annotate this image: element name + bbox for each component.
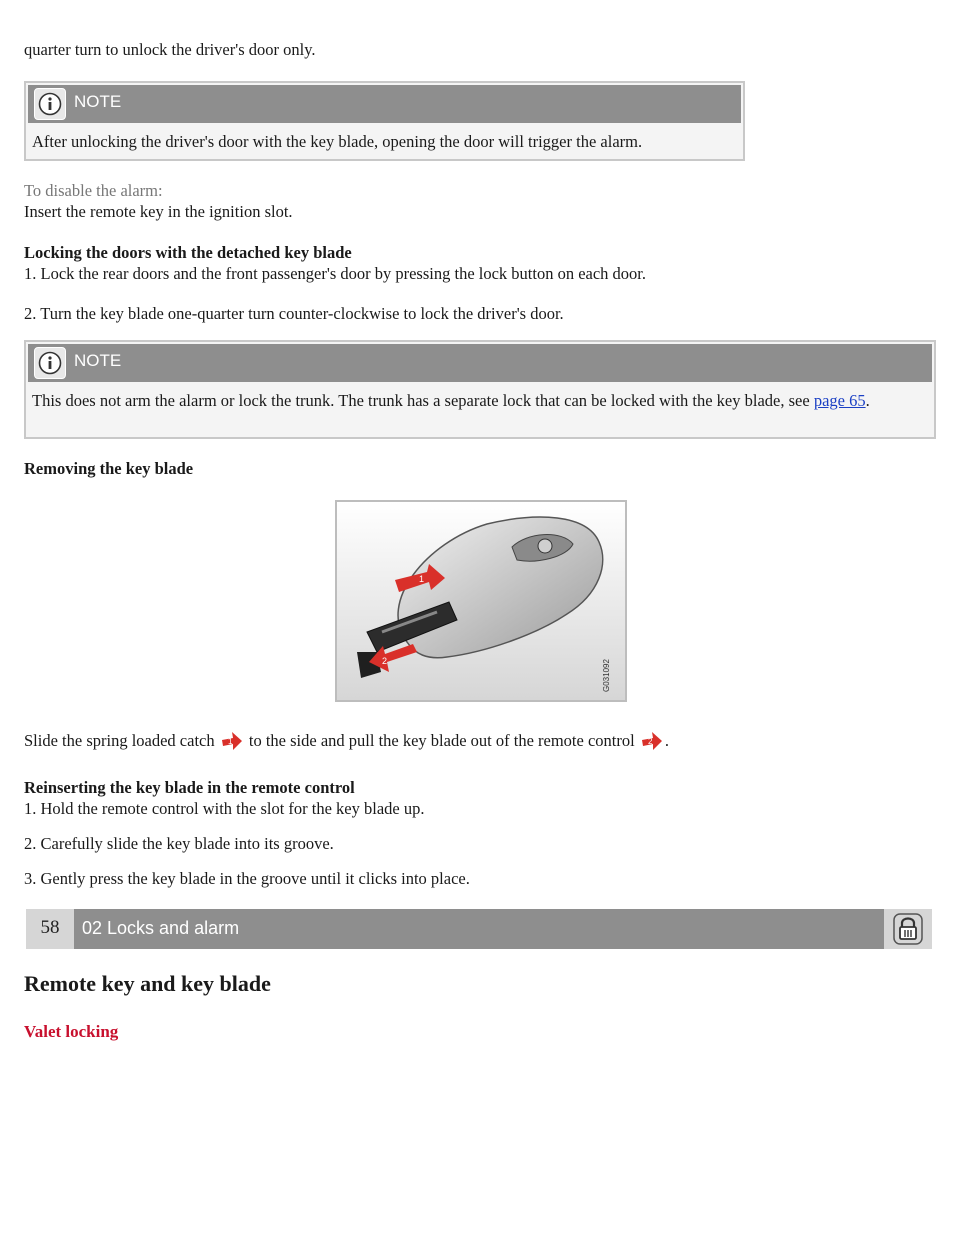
callout-1-label: 1 bbox=[419, 574, 425, 584]
locking-step-1: 1. Lock the rear doors and the front passenger's door by pressing the lock button on each door. bbox=[24, 264, 647, 283]
chapter-bar bbox=[26, 909, 932, 949]
svg-text:2: 2 bbox=[647, 737, 653, 746]
chapter-title: 02 Locks and alarm bbox=[82, 918, 240, 938]
reinserting-heading: Reinserting the key blade in the remote control bbox=[24, 778, 355, 797]
note-body: After unlocking the driver's door with the key blade, opening the door will trigger the alarm. bbox=[32, 132, 643, 151]
note-box-alarm bbox=[24, 81, 745, 161]
disable-alarm-heading: To disable the alarm: bbox=[24, 181, 163, 200]
note-header bbox=[28, 85, 741, 123]
reinserting-step-3: 3. Gently press the key blade in the groove until it clicks into place. bbox=[24, 869, 470, 888]
note-title: NOTE bbox=[74, 351, 122, 370]
reinserting-step-1: 1. Hold the remote control with the slot for the key blade up. bbox=[24, 799, 425, 818]
removing-text-c: . bbox=[664, 731, 669, 750]
key-blade-illustration bbox=[335, 500, 627, 702]
removing-instructions bbox=[24, 730, 669, 757]
note-body bbox=[26, 384, 934, 417]
note-header bbox=[28, 344, 932, 382]
svg-text:1: 1 bbox=[227, 737, 233, 746]
arrow-2-icon bbox=[641, 730, 663, 757]
reinserting-step-2: 2. Carefully slide the key blade into its groove. bbox=[24, 834, 334, 853]
locking-heading: Locking the doors with the detached key blade bbox=[24, 243, 352, 262]
locking-step-2: 2. Turn the key blade one-quarter turn counter-clockwise to lock the driver's door. bbox=[24, 304, 564, 323]
lock-icon bbox=[884, 909, 932, 949]
section-title: Remote key and key blade bbox=[24, 971, 271, 996]
arrow-1-icon bbox=[221, 730, 243, 757]
info-icon bbox=[34, 88, 66, 120]
page-number: 58 bbox=[26, 909, 74, 949]
callout-2-label: 2 bbox=[382, 656, 388, 666]
removing-text-a: Slide the spring loaded catch bbox=[24, 731, 215, 750]
disable-alarm-text: Insert the remote key in the ignition slot. bbox=[24, 202, 293, 221]
note-title: NOTE bbox=[74, 92, 122, 111]
page-65-link[interactable]: page 65 bbox=[813, 391, 866, 410]
subsection-title: Valet locking bbox=[24, 1022, 119, 1041]
figure-code: G031092 bbox=[602, 659, 611, 692]
note-body-text: This does not arm the alarm or lock the trunk. The trunk has a separate lock that can be locked with the key blade, see bbox=[32, 391, 810, 410]
removing-heading: Removing the key blade bbox=[24, 459, 194, 478]
removing-text-b: to the side and pull the key blade out of the remote control bbox=[248, 731, 635, 750]
intro-text: quarter turn to unlock the driver's door only. bbox=[24, 40, 316, 59]
info-icon bbox=[34, 347, 66, 379]
note-body-end: . bbox=[865, 391, 870, 410]
note-box-trunk bbox=[24, 340, 936, 439]
